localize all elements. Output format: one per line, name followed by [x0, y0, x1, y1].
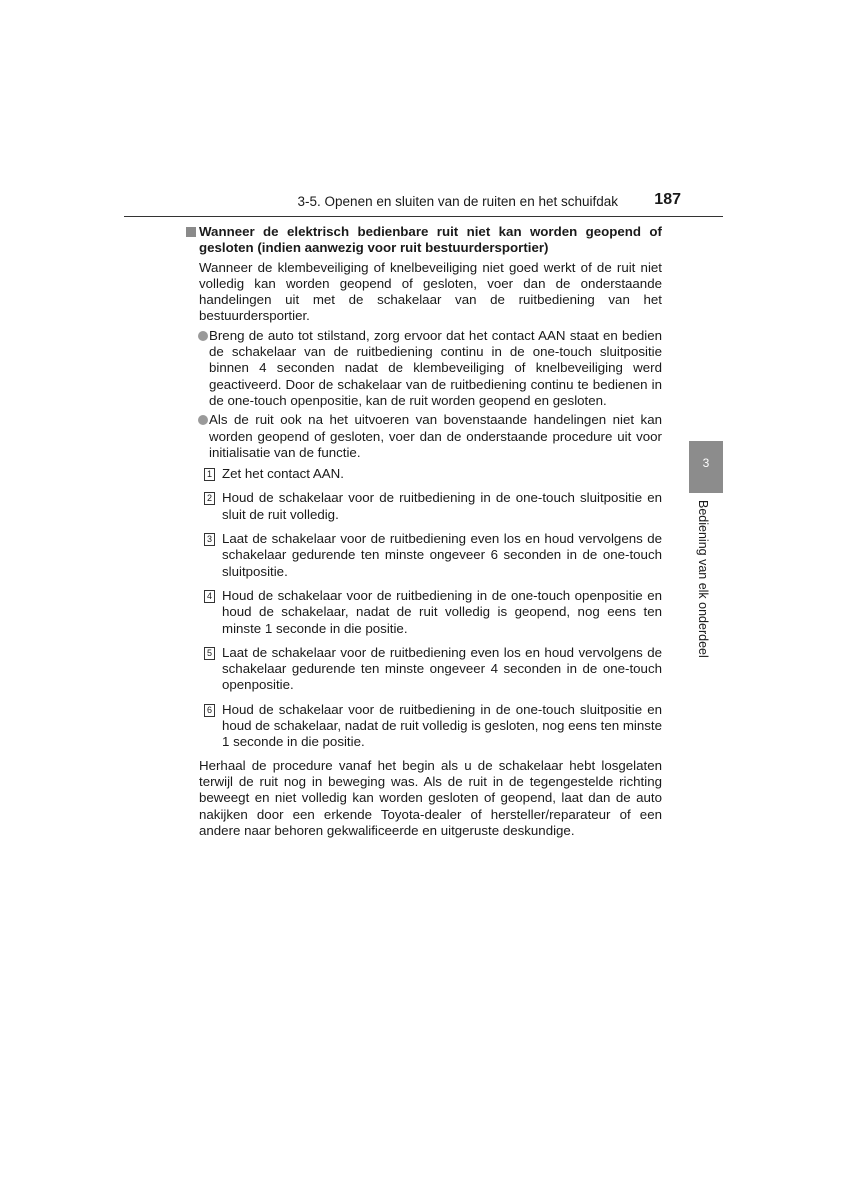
step-text: Laat de schakelaar voor de ruitbediening even los en houd vervolgens de schakelaar gedurende ten minste ongeveer 4 seconden in de one-touch openpositie. [222, 644, 662, 693]
step-number-box: 1 [204, 468, 215, 481]
bullet-item [186, 412, 662, 461]
chapter-tab: 3 [689, 441, 723, 493]
square-bullet-icon [186, 227, 196, 237]
step-number-box: 5 [204, 647, 215, 660]
step-text: Houd de schakelaar voor de ruitbediening in de one-touch openpositie en houd de schakelaar, nadat de ruit volledig is geopend, nog eens ten minste 1 seconde in die positie. [222, 587, 662, 636]
step-text: Houd de schakelaar voor de ruitbediening in de one-touch sluitpositie en houd de schakelaar, nadat de ruit volledig is gesloten, nog eens ten minste 1 seconde in die positie. [222, 701, 662, 750]
step-number-box: 4 [204, 590, 215, 603]
step-number-box: 2 [204, 492, 215, 505]
step-item [186, 490, 662, 523]
step-item [186, 466, 662, 482]
bullet-item [186, 328, 662, 409]
step-item [186, 588, 662, 637]
section-heading: Wanneer de elektrisch bedienbare ruit niet kan worden geopend of gesloten (indien aanwezig voor ruit bestuurdersportier) [199, 224, 662, 256]
page-number: 187 [654, 191, 681, 208]
circle-bullet-icon [198, 331, 208, 341]
intro-paragraph: Wanneer de klembeveiliging of knelbeveiliging niet goed werkt of de ruit niet volledig kan worden geopend of gesloten, voer dan de onderstaande handelingen uit met de schakelaar van de ruitbediening van het bestuurdersportier. [199, 259, 662, 324]
step-item [186, 531, 662, 580]
step-item [186, 645, 662, 694]
step-text: Zet het contact AAN. [222, 466, 344, 482]
bullet-text: Breng de auto tot stilstand, zorg ervoor dat het contact AAN staat en bedien de schakelaar van de ruitbediening continu in de one-touch sluitpositie binnen 4 seconden nadat de klembeveiliging of knelbeveiliging werd geactiveerd. Door de schakelaar van de ruitbediening continu te bedienen in de one-touch openpositie, kan de ruit worden geopend en gesloten. [209, 327, 662, 408]
circle-bullet-icon [198, 415, 208, 425]
bullet-text: Als de ruit ook na het uitvoeren van bovenstaande handelingen niet kan worden geopend of gesloten, voer dan de onderstaande procedure uit voor initialisatie van de functie. [209, 412, 662, 460]
chapter-tab-label: Bediening van elk onderdeel [696, 500, 710, 658]
header-divider [124, 216, 723, 217]
step-text: Laat de schakelaar voor de ruitbediening even los en houd vervolgens de schakelaar gedurende ten minste ongeveer 6 seconden in de one-touch sluitpositie. [222, 531, 662, 579]
step-text: Houd de schakelaar voor de ruitbediening in de one-touch sluitpositie en sluit de ruit volledig. [222, 490, 662, 522]
step-number-box: 3 [204, 533, 215, 546]
main-content [186, 224, 662, 839]
section-heading-block [186, 224, 662, 257]
step-item [186, 702, 662, 751]
closing-paragraph: Herhaal de procedure vanaf het begin als u de schakelaar hebt losgelaten terwijl de ruit nog in beweging was. Als de ruit in de tegengestelde richting beweegt en niet volledig kan worden gesloten of geopend, laat dan de auto nakijken door een erkende Toyota-dealer of hersteller/reparateur of een andere naar behoren gekwalificeerde en uitgeruste deskundige. [199, 757, 662, 838]
step-number-box: 6 [204, 704, 215, 717]
page-header-title: 3-5. Openen en sluiten van de ruiten en het schuifdak [297, 194, 618, 209]
